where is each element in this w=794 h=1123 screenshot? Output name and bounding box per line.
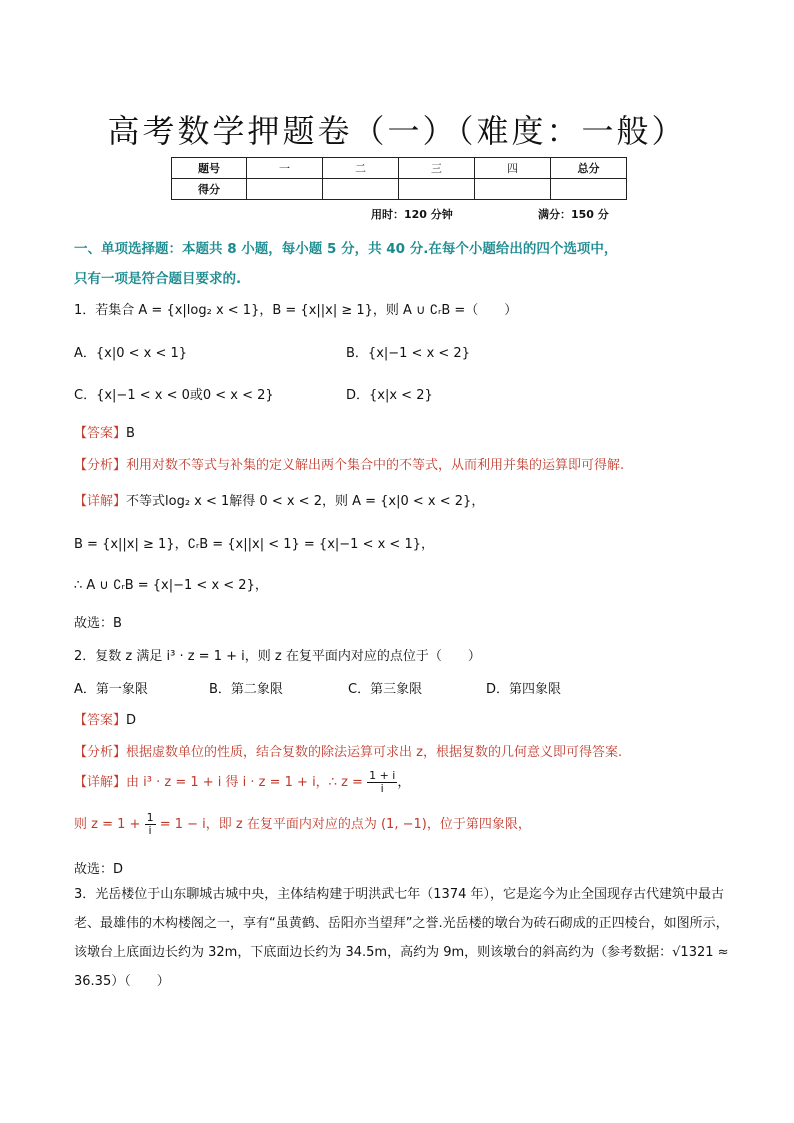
fraction [367, 770, 397, 795]
score-table-score-row [172, 179, 627, 200]
answer-value: B [126, 426, 135, 441]
table-cell: 得分 [172, 179, 247, 200]
q2-option-a: A．第一象限 [74, 682, 148, 697]
fraction-numerator: 1 [146, 811, 154, 824]
q2-option-b: B．第二象限 [209, 682, 283, 697]
table-cell: 总分 [551, 158, 627, 179]
detail-text: 则 z = 1 + [74, 817, 141, 832]
score-input-cell [323, 179, 399, 200]
analysis-text: 根据虚数单位的性质，结合复数的除法运算可求出 z，根据复数的几何意义即可得答案. [126, 745, 623, 760]
table-cell: 四 [475, 158, 551, 179]
q2-detail-line2 [74, 812, 531, 837]
q2-option-c: C．第三象限 [348, 682, 423, 697]
q2-option-d: D．第四象限 [486, 682, 562, 697]
table-cell: 三 [399, 158, 475, 179]
score-table [171, 157, 627, 200]
q1-analysis [74, 454, 624, 473]
q1-option-c: C．{x|−1 < x < 0或0 < x < 2} [74, 388, 274, 403]
q1-detail-line3: ∴ A ∪ ∁ᵣB = {x|−1 < x < 2}， [74, 578, 268, 593]
q1-detail-line2: B = {x||x| ≥ 1}，∁ᵣB = {x||x| < 1} = {x|−1 < x < 1}， [74, 537, 434, 552]
score-input-cell [551, 179, 627, 200]
analysis-tag: 【分析】 [74, 745, 127, 760]
analysis-tag: 【分析】 [74, 458, 127, 473]
q1-option-d: D．{x|x < 2} [346, 388, 433, 403]
fraction-numerator: 1 + i [369, 769, 396, 782]
q1-answer [74, 422, 135, 441]
detail-tag: 【详解】 [74, 494, 127, 509]
section-heading-line1: 一、单项选择题：本题共 8 小题，每小题 5 分，共 40 分.在每个小题给出的四个选项中， [74, 241, 618, 257]
detail-tag: 【详解】 [74, 775, 127, 790]
q2-stem: 2．复数 z 满足 i³ · z = 1 + i，则 z 在复平面内对应的点位于（ ） [74, 649, 481, 664]
table-cell: 一 [247, 158, 323, 179]
table-cell: 二 [323, 158, 399, 179]
fraction [145, 812, 156, 837]
q2-answer [74, 709, 136, 728]
score-table-header-row [172, 158, 627, 179]
full-score: 满分：150 分 [538, 208, 609, 221]
time-limit: 用时：120 分钟 [371, 208, 453, 221]
answer-tag: 【答案】 [74, 713, 127, 728]
q1-detail-line1 [74, 490, 484, 509]
answer-value: D [126, 713, 137, 728]
q1-option-a: A．{x|0 < x < 1} [74, 346, 188, 361]
detail-text: 由 i³ · z = 1 + i 得 i · z = 1 + i，∴ z = [126, 775, 363, 790]
q2-analysis [74, 741, 622, 760]
detail-text: = 1 − i，即 z 在复平面内对应的点为 (1, −1)，位于第四象限， [159, 817, 531, 832]
analysis-text: 利用对数不等式与补集的定义解出两个集合中的不等式，从而利用并集的运算即可得解. [126, 458, 625, 473]
score-input-cell [399, 179, 475, 200]
q1-option-b: B．{x|−1 < x < 2} [346, 346, 470, 361]
score-input-cell [247, 179, 323, 200]
score-input-cell [475, 179, 551, 200]
fraction-denominator: i [380, 782, 384, 795]
detail-text: 不等式log₂ x < 1解得 0 < x < 2，则 A = {x|0 < x < 2}， [126, 494, 485, 509]
q2-detail-line1 [74, 770, 410, 795]
q1-stem: 1．若集合 A = {x|log₂ x < 1}，B = {x||x| ≥ 1}，则 A ∪ ∁ᵣB =（ ） [74, 303, 518, 318]
page-title: 高考数学押题卷（一）（难度：一般） [107, 112, 687, 150]
q3-stem: 3．光岳楼位于山东聊城古城中央，主体结构建于明洪武七年（1374 年），它是迄今为止全国现存古代建筑中最古老、最雄伟的木构楼阁之一，享有“虽黄鹤、岳阳亦当望拜”之誉.光岳楼的墩台为砖石砌成的正四棱台，如图所示，该墩台上底面边长约为 32m，下底面边长约为 34.5m，高约为 9m，则该墩台的斜高约为（参考数据：√1321 ≈ 36.35）（ ） [74, 887, 729, 989]
punctuation: ， [397, 775, 411, 790]
fraction-denominator: i [148, 824, 152, 837]
answer-tag: 【答案】 [74, 426, 127, 441]
q2-choice: 故选：D [74, 862, 124, 877]
table-cell: 题号 [172, 158, 247, 179]
q1-choice: 故选：B [74, 616, 122, 631]
section-heading-line2: 只有一项是符合题目要求的. [74, 271, 242, 287]
